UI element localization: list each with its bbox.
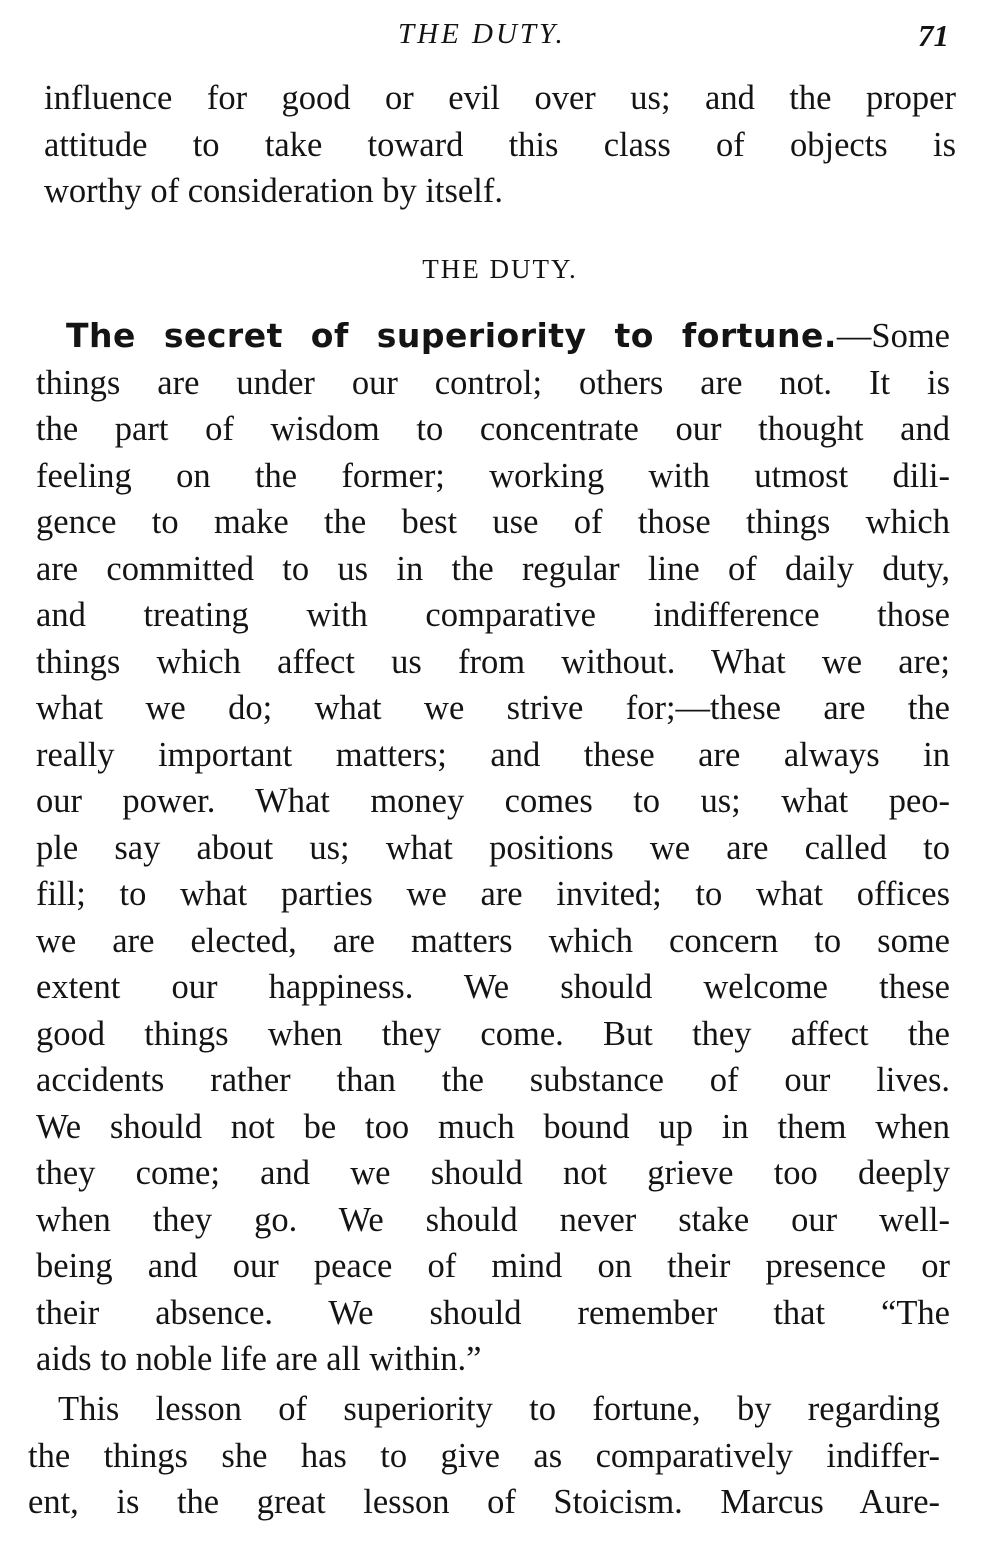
text-line: ent, is the great lesson of Stoicism. Marcus Aure- [28, 1483, 940, 1521]
section-heading: THE DUTY. [422, 254, 578, 284]
text-line: things which affect us from without. What we are; [36, 642, 950, 681]
text-line: they come; and we should not grieve too deeply [36, 1154, 950, 1192]
lead-in-heading: The secret of superiority to fortune. [66, 316, 837, 355]
opening-paragraph [44, 75, 956, 215]
text-line: we are elected, are matters which concern to some [36, 921, 950, 960]
text-line: the part of wisdom to concentrate our thought and [36, 410, 950, 448]
text-line: aids to noble life are all within.” [36, 1340, 482, 1378]
running-title: THE DUTY. [398, 18, 566, 50]
text-line: This lesson of superiority to fortune, by regarding [58, 1390, 940, 1428]
running-head [0, 14, 1000, 54]
lead-in-continuation: —Some [836, 317, 950, 355]
page-number: 71 [918, 18, 949, 53]
text-line: and treating with comparative indifference those [36, 596, 950, 634]
main-paragraph [36, 313, 950, 1383]
text-line: worthy of consideration by itself. [44, 172, 503, 210]
text-line: We should not be too much bound up in them when [36, 1107, 950, 1146]
text-line: ple say about us; what positions we are called to [36, 828, 950, 867]
text-line: the things she has to give as comparatively indiffer- [28, 1436, 940, 1475]
text-line: when they go. We should never stake our well- [36, 1200, 950, 1239]
text-line: feeling on the former; working with utmost dili- [36, 456, 950, 495]
text-line: being and our peace of mind on their presence or [36, 1247, 950, 1285]
text-line: good things when they come. But they affect the [36, 1014, 950, 1053]
text-line: things are under our control; others are not. It is [36, 363, 950, 402]
text-line: attitude to take toward this class of objects is [44, 125, 956, 164]
text-line: fill; to what parties we are invited; to what offices [36, 875, 950, 913]
closing-paragraph [28, 1386, 940, 1526]
first-line [36, 313, 950, 360]
text-line: influence for good or evil over us; and the proper [44, 79, 956, 117]
text-line: what we do; what we strive for;—these are the [36, 689, 950, 727]
text-line: are committed to us in the regular line of daily duty, [36, 549, 950, 588]
text-line: really important matters; and these are always in [36, 735, 950, 774]
text-line: extent our happiness. We should welcome these [36, 968, 950, 1006]
text-line: their absence. We should remember that “The [36, 1293, 950, 1332]
text-line: our power. What money comes to us; what peo- [36, 782, 950, 820]
text-line: accidents rather than the substance of our lives. [36, 1061, 950, 1099]
text-line: gence to make the best use of those things which [36, 503, 950, 541]
